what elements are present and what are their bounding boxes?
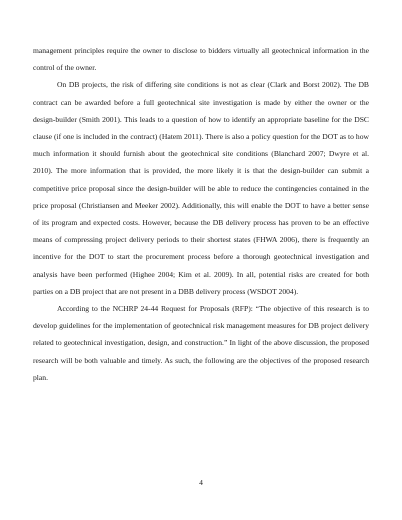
paragraph-1: management principles require the owner to disclose to bidders virtually all geotechnical information in the control of the owner.: [33, 46, 369, 73]
paragraph-3: According to the NCHRP 24-44 Request for Proposals (RFP): “The objective of this research is to develop guidelines for the implementation of geotechnical risk management measures for DB project delivery related to geotechnical investigation, design, and construction.” In light of the above discussion, the proposed research will be both valuable and timely. As such, the following are the objectives of the proposed research plan.: [33, 304, 369, 382]
paragraph-2: On DB projects, the risk of differing site conditions is not as clear (Clark and Borst 2002). The DB contract can be awarded before a full geotechnical site investigation is made by either the owner or the design-builder (Smith 2001). This leads to a question of how to identify an appropriate baseline for the DSC clause (if one is included in the contract) (Hatem 2011). There is also a policy question for the DOT as to how much information it should furnish about the geotechnical site conditions (Blanchard 2007; Dwyre et al. 2010). The more information that is provided, the more likely it is that the design-builder can submit a competitive price proposal since the design-builder will be able to reduce the contingencies contained in the price proposal (Christiansen and Meeker 2002). Additionally, this will enable the DOT to have a better sense of its program and expected costs. However, because the DB delivery process has proven to be an effective means of compressing project delivery periods to their shortest states (FHWA 2006), there is frequently an incentive for the DOT to start the procurement process before a thorough geotechnical investigation and analysis have been performed (Highee 2004; Kim et al. 2009). In all, potential risks are created for both parties on a DB project that are not present in a DBB delivery process (WSDOT 2004).: [33, 80, 369, 296]
page-number: 4: [199, 478, 203, 487]
body-text: [33, 42, 369, 386]
